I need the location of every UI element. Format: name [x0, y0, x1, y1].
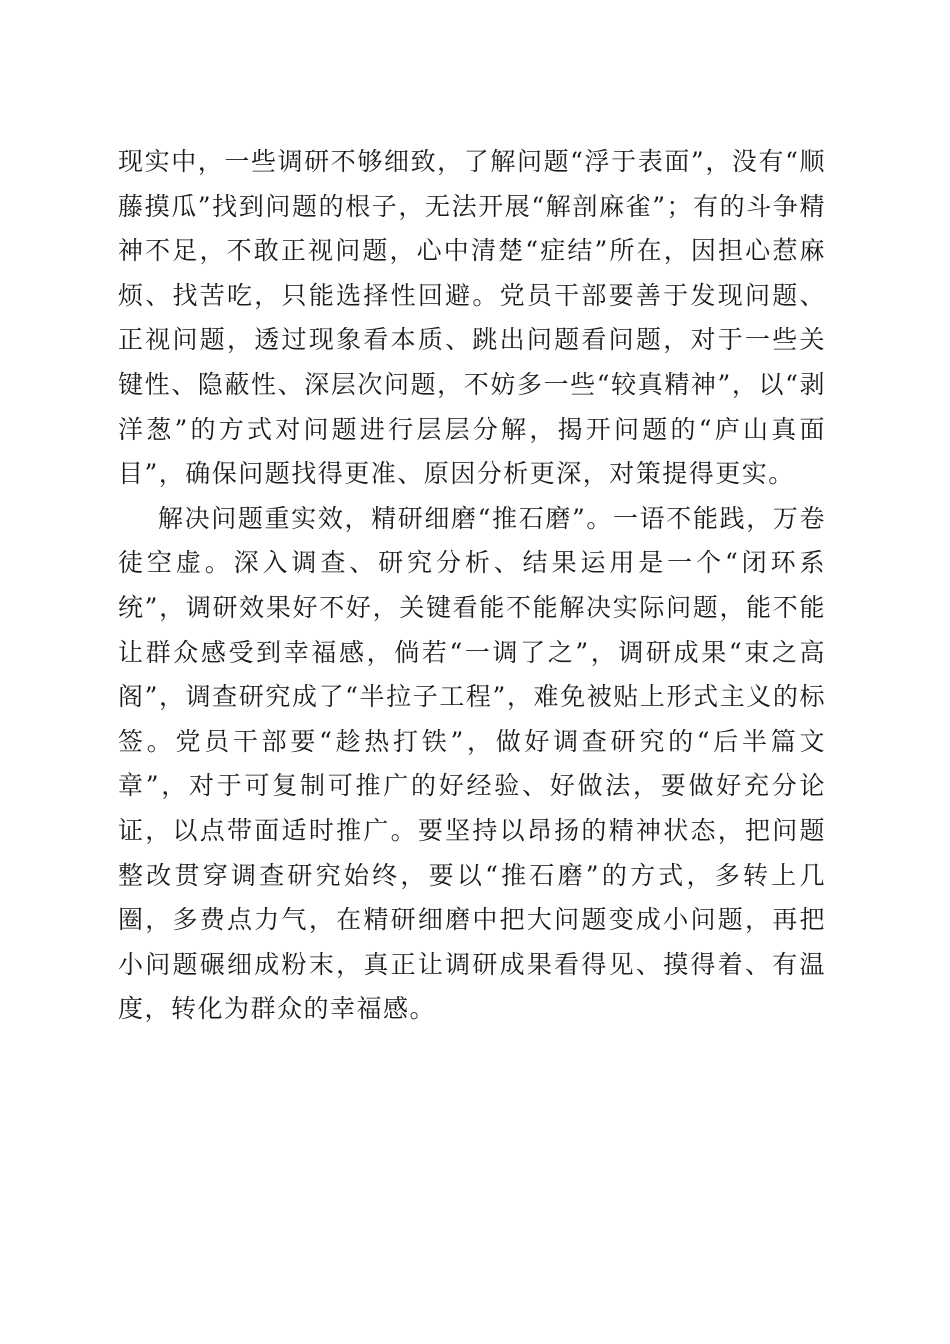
document-body [118, 140, 826, 1032]
paragraph-2: 解决问题重实效，精研细磨“推石磨”。一语不能践，万卷徒空虚。深入调查、研究分析、结果运用是一个“闭环系统”，调研效果好不好，关键看能不能解决实际问题，能不能让群众感受到幸福感，倘若“一调了之”，调研成果“束之高阁”，调查研究成了“半拉子工程”，难免被贴上形式主义的标签。党员干部要“趁热打铁”，做好调查研究的“后半篇文章”，对于可复制可推广的好经验、好做法，要做好充分论证，以点带面适时推广。要坚持以昂扬的精神状态，把问题整改贯穿调查研究始终，要以“推石磨”的方式，多转上几圈，多费点力气，在精研细磨中把大问题变成小问题，再把小问题碾细成粉末，真正让调研成果看得见、摸得着、有温度，转化为群众的幸福感。 [118, 503, 826, 1024]
paragraph-1: 现实中，一些调研不够细致，了解问题“浮于表面”，没有“顺藤摸瓜”找到问题的根子，无法开展“解剖麻雀”；有的斗争精神不足，不敢正视问题，心中清楚“症结”所在，因担心惹麻烦、找苦吃，只能选择性回避。党员干部要善于发现问题、正视问题，透过现象看本质、跳出问题看问题，对于一些关键性、隐蔽性、深层次问题，不妨多一些“较真精神”，以“剥洋葱”的方式对问题进行层层分解，揭开问题的“庐山真面目”，确保问题找得更准、原因分析更深，对策提得更实。 [118, 147, 826, 489]
